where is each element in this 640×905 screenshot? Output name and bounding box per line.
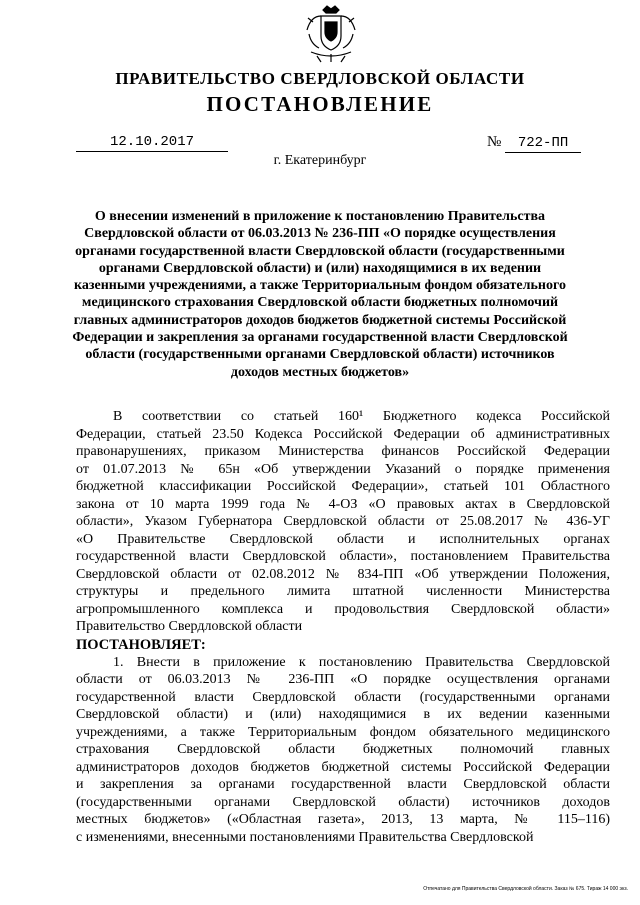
print-footer: Отпечатано для Правительства Свердловской области. Заказ № 675. Тираж 14 000 экз. [423, 886, 628, 892]
decree-word: ПОСТАНОВЛЯЕТ: [76, 636, 206, 653]
text-line: страхования Свердловской области бюджетных полномочий главных [76, 742, 610, 757]
coat-of-arms-emblem [305, 4, 357, 64]
text-line: «О Правительстве Свердловской области и исполнительных органах [76, 531, 610, 547]
text-line: области от 06.03.2013 № 236-ПП «О порядке осуществления органами [76, 672, 610, 687]
document-date: 12.10.2017 [76, 134, 228, 152]
text-line: 1. Внести в приложение к постановлению Правительства Свердловской [113, 654, 610, 670]
text-line: администраторов доходов бюджетов бюджетной системы Российской Федерации [76, 759, 610, 775]
text-line: Свердловской области от 02.08.2012 № 834-ПП «Об утверждении Положения, [76, 566, 610, 582]
document-number-block [487, 134, 581, 153]
text-line: бюджетной классификации Российской Федерации», статьей 101 Областного [76, 479, 610, 494]
text-line: закона от 10 марта 1999 года № 4-ОЗ «О правовых актах в Свердловской [76, 496, 610, 512]
document-type: ПОСТАНОВЛЕНИЕ [206, 92, 434, 116]
document-title: О внесении изменений в приложение к постановлению Правительства Свердловской области от 06.03.2013 № 236-ПП «О порядке осуществления органами государственной власти Свердловской области (государственными органами Свердловской области) и (или) находящимися в их ведении казенными учреждениями, а также Территориальным фондом обязательного медицинского страхования Свердловской области бюджетных полномочий главных администраторов доходов бюджетов бюджетной системы Российской Федерации и закрепления за органами государственной власти Свердловской области (государственными органами Свердловской области) источников доходов местных бюджетов» [72, 209, 568, 380]
text-line: государственной власти Свердловской области», постановлением Правительства [76, 549, 610, 564]
text-line: (государственными органами Свердловской области) источников доходов [76, 794, 610, 810]
text-line: Федерации, статьей 23.50 Кодекса Российской Федерации об административных [76, 426, 610, 442]
item-1-paragraph [76, 654, 610, 847]
text-line: Свердловской области) и (или) находящимися в их ведении казенными [76, 707, 610, 722]
government-name: ПРАВИТЕЛЬСТВО СВЕРДЛОВСКОЙ ОБЛАСТИ [115, 69, 525, 88]
text-line: государственной власти Свердловской области (государственными органами [76, 689, 610, 705]
text-line: учреждениями, а также Территориальным фондом обязательного медицинского [76, 724, 610, 740]
text-line: и закрепления за органами государственной власти Свердловской области [76, 777, 610, 792]
document-number: 722-ПП [505, 135, 581, 153]
document-body [76, 408, 610, 846]
text-line: В соответствии со статьей 160¹ Бюджетного кодекса Российской [113, 409, 610, 424]
text-line: структуры и предельного лимита штатной численности Министерства [76, 584, 610, 599]
city: г. Екатеринбург [273, 153, 367, 168]
text-line: области», Указом Губернатора Свердловской области от 25.08.2017 № 436-УГ [76, 514, 610, 529]
text-line: правонарушениях, приказом Министерства финансов Российской Федерации [76, 444, 610, 459]
text-line: местных бюджетов» («Областная газета», 2013, 13 марта, № 115–116) [76, 812, 610, 827]
text-line: Правительство Свердловской области [76, 619, 303, 634]
number-sign: № [487, 134, 502, 150]
text-line: с изменениями, внесенными постановлениями Правительства Свердловской [76, 829, 534, 845]
preamble-paragraph [76, 408, 610, 636]
text-line: агропромышленного комплекса и продовольствия Свердловской области» [76, 601, 610, 617]
text-line: от 01.07.2013 № 65н «Об утверждении Указаний о порядке применения [76, 461, 610, 477]
